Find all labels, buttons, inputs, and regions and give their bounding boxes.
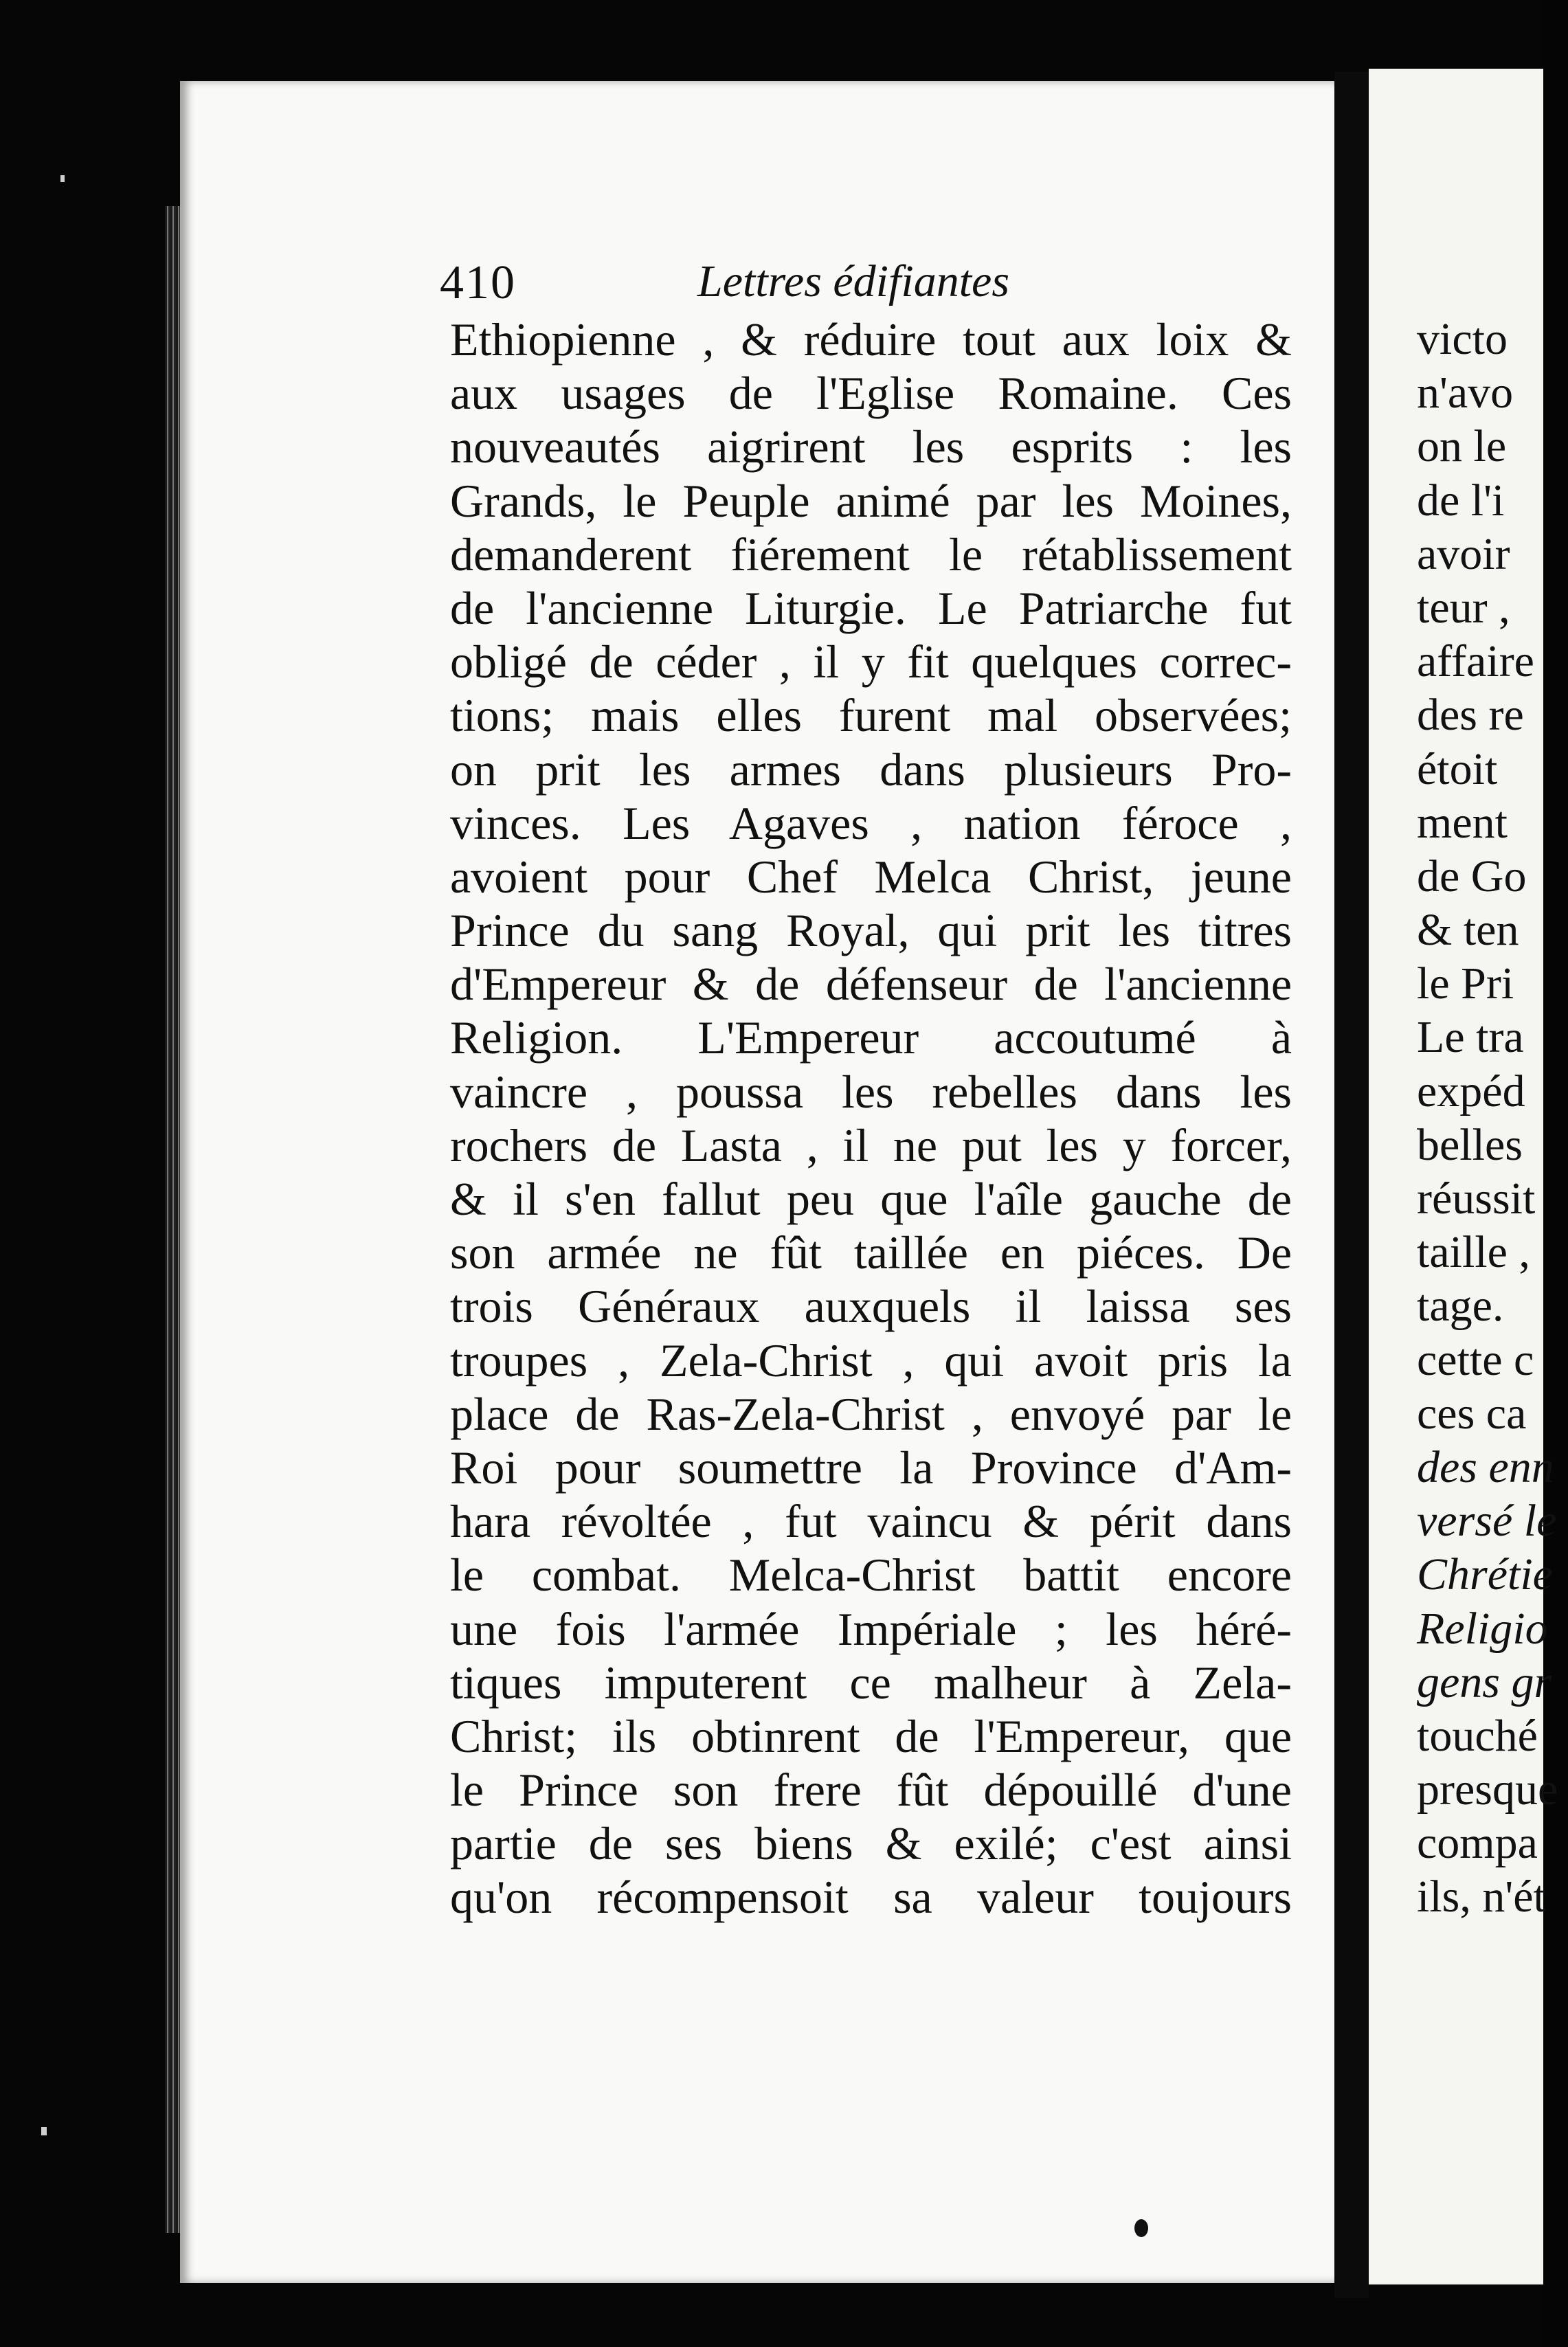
edge-mark — [41, 2127, 47, 2135]
text-line: Prince du sang Royal, qui prit les titres — [450, 904, 1292, 957]
text-line: le Prince son frere fût dépouillé d'une — [450, 1764, 1292, 1817]
text-line: Roi pour soumettre la Province d'Am- — [450, 1441, 1292, 1494]
text-line: de l'ancienne Liturgie. Le Patriarche fut — [450, 581, 1292, 634]
facing-page-line: expéd — [1417, 1066, 1525, 1116]
text-line: d'Empereur & de défenseur de l'ancienne — [450, 958, 1292, 1011]
text-line: & il s'en fallut peu que l'aîle gauche de — [450, 1173, 1292, 1225]
text-line: obligé de céder , il y fit quelques correc- — [450, 636, 1292, 688]
facing-page-line: & ten — [1417, 905, 1519, 956]
facing-page-line: ces ca — [1417, 1388, 1527, 1439]
text-line: Ethiopienne , & réduire tout aux loix & — [450, 313, 1292, 366]
text-line: aux usages de l'Eglise Romaine. Ces — [450, 367, 1292, 420]
facing-page-line: avoir — [1417, 528, 1510, 579]
facing-page-line: gens gr — [1417, 1657, 1552, 1707]
facing-page-line: on le — [1417, 421, 1507, 472]
facing-page-line: réussit — [1417, 1174, 1536, 1224]
text-line: qu'on récompensoit sa valeur toujours — [450, 1871, 1292, 1924]
ink-speck — [1134, 2219, 1148, 2237]
facing-page-line: compa — [1417, 1818, 1538, 1869]
text-line: hara révoltée , fut vaincu & périt dans — [450, 1495, 1292, 1548]
facing-page-line: le Pri — [1417, 958, 1514, 1009]
facing-page-line: versé le — [1417, 1496, 1557, 1547]
facing-page-line: presque — [1417, 1764, 1558, 1815]
text-line: Grands, le Peuple animé par les Moines, — [450, 474, 1292, 527]
text-line: demanderent fiérement le rétablissement — [450, 528, 1292, 581]
text-line: avoient pour Chef Melca Christ, jeune — [450, 850, 1292, 903]
facing-page-line: teur , — [1417, 582, 1510, 633]
text-line: troupes , Zela-Christ , qui avoit pris la — [450, 1334, 1292, 1386]
facing-page-line: Chrétie — [1417, 1549, 1553, 1600]
text-line: vinces. Les Agaves , nation féroce , — [450, 796, 1292, 849]
facing-page-line: Religio — [1417, 1603, 1548, 1654]
text-line: Christ; ils obtinrent de l'Empereur, que — [450, 1709, 1292, 1762]
facing-page-line: des enn — [1417, 1441, 1554, 1492]
facing-page-line: touché — [1417, 1710, 1538, 1761]
facing-page-line: n'avo — [1417, 368, 1514, 418]
text-line: vaincre , poussa les rebelles dans les — [450, 1065, 1292, 1118]
text-line: Religion. L'Empereur accoutumé à — [450, 1011, 1292, 1064]
text-line: trois Généraux auxquels il laissa ses — [450, 1280, 1292, 1333]
text-line: partie de ses biens & exilé; c'est ainsi — [450, 1817, 1292, 1870]
facing-page-line: taille , — [1417, 1227, 1530, 1278]
facing-page-line: belles — [1417, 1119, 1523, 1170]
text-line: une fois l'armée Impériale ; les héré- — [450, 1602, 1292, 1655]
edge-mark — [60, 175, 65, 182]
text-line: tions; mais elles furent mal observées; — [450, 689, 1292, 742]
text-line: on prit les armes dans plusieurs Pro- — [450, 743, 1292, 796]
text-line: nouveautés aigrirent les esprits : les — [450, 420, 1292, 473]
facing-page-line: Le tra — [1417, 1012, 1524, 1063]
running-title: Lettres édifiantes — [697, 256, 1010, 306]
book-gutter — [1334, 72, 1369, 2298]
facing-page-line: cette c — [1417, 1334, 1534, 1385]
facing-page-line: ment — [1417, 797, 1508, 848]
body-text — [450, 313, 1292, 1924]
page-stack-edge — [165, 206, 180, 2233]
facing-page-line: victo — [1417, 314, 1508, 364]
facing-page-text — [1417, 313, 1568, 1924]
text-line: rochers de Lasta , il ne put les y forcer, — [450, 1119, 1292, 1171]
text-line: le combat. Melca-Christ battit encore — [450, 1549, 1292, 1602]
facing-page-line: étoit — [1417, 743, 1498, 794]
facing-page-line: affaire — [1417, 636, 1534, 687]
text-line: son armée ne fût taillée en piéces. De — [450, 1226, 1292, 1279]
page-number: 410 — [440, 256, 516, 309]
facing-page-line: des re — [1417, 690, 1524, 741]
facing-page-line: de Go — [1417, 851, 1527, 901]
text-line: place de Ras-Zela-Christ , envoyé par le — [450, 1387, 1292, 1440]
facing-page-line: de l'i — [1417, 475, 1505, 526]
text-line: tiques imputerent ce malheur à Zela- — [450, 1656, 1292, 1709]
facing-page-line: ils, n'ét — [1417, 1872, 1546, 1922]
facing-page-line: tage. — [1417, 1281, 1504, 1332]
